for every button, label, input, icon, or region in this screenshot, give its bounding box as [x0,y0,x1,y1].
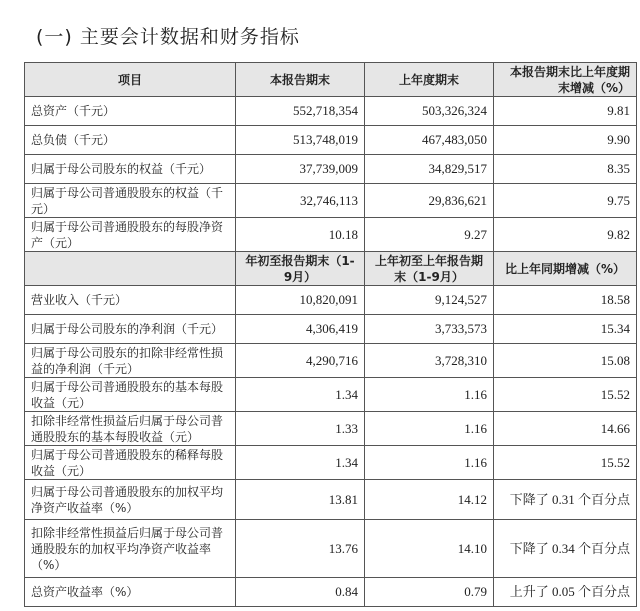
cell-value: 9.27 [365,218,494,252]
table-header-row [25,63,637,97]
table-subheader-row [25,252,637,286]
row-label: 归属于母公司普通股股东的加权平均净资产收益率（%） [25,480,236,520]
cell-value: 0.84 [236,578,365,607]
header-yoy-change: 比上年同期增减（%） [494,252,637,286]
cell-value: 13.76 [236,520,365,578]
table-row [25,480,637,520]
header-change: 本报告期末比上年度期末增减（%） [494,63,637,97]
cell-value: 37,739,009 [236,155,365,184]
cell-value: 1.16 [365,446,494,480]
table-row [25,184,637,218]
table-row [25,446,637,480]
row-label: 总负债（千元） [25,126,236,155]
row-label: 总资产收益率（%） [25,578,236,607]
cell-value: 15.08 [494,344,637,378]
cell-value: 15.34 [494,315,637,344]
table-row [25,286,637,315]
cell-value: 467,483,050 [365,126,494,155]
cell-value: 8.35 [494,155,637,184]
row-label: 营业收入（千元） [25,286,236,315]
cell-value: 1.16 [365,412,494,446]
cell-value: 513,748,019 [236,126,365,155]
table-row [25,155,637,184]
cell-value: 1.33 [236,412,365,446]
cell-value: 3,733,573 [365,315,494,344]
row-label: 归属于母公司股东的扣除非经常性损益的净利润（千元） [25,344,236,378]
row-label: 扣除非经常性损益后归属于母公司普通股股东的基本每股收益（元） [25,412,236,446]
cell-value: 13.81 [236,480,365,520]
table-row [25,578,637,607]
cell-value: 9.82 [494,218,637,252]
cell-value: 9.90 [494,126,637,155]
cell-value: 503,326,324 [365,97,494,126]
cell-value: 1.34 [236,378,365,412]
table-row [25,218,637,252]
cell-value: 下降了 0.34 个百分点 [494,520,637,578]
header-prior-year-end: 上年度期末 [365,63,494,97]
cell-value: 4,290,716 [236,344,365,378]
cell-value: 14.10 [365,520,494,578]
row-label: 归属于母公司普通股股东的稀释每股收益（元） [25,446,236,480]
cell-value: 15.52 [494,446,637,480]
cell-value: 3,728,310 [365,344,494,378]
cell-value: 15.52 [494,378,637,412]
table-row [25,520,637,578]
table-row [25,344,637,378]
header-prior-ytd: 上年初至上年报告期末（1-9月） [365,252,494,286]
row-label: 扣除非经常性损益后归属于母公司普通股股东的加权平均净资产收益率（%） [25,520,236,578]
cell-value: 下降了 0.31 个百分点 [494,480,637,520]
table-row [25,315,637,344]
cell-value: 34,829,517 [365,155,494,184]
cell-value: 32,746,113 [236,184,365,218]
cell-value: 18.58 [494,286,637,315]
cell-value: 上升了 0.05 个百分点 [494,578,637,607]
table-row [25,412,637,446]
header-item: 项目 [25,63,236,97]
cell-value: 9,124,527 [365,286,494,315]
cell-value: 9.75 [494,184,637,218]
cell-value: 29,836,621 [365,184,494,218]
cell-value: 1.34 [236,446,365,480]
table-row [25,126,637,155]
row-label: 归属于母公司普通股股东的每股净资产（元） [25,218,236,252]
row-label: 总资产（千元） [25,97,236,126]
cell-value: 552,718,354 [236,97,365,126]
header-period-end: 本报告期末 [236,63,365,97]
row-label: 归属于母公司股东的净利润（千元） [25,315,236,344]
cell-value: 1.16 [365,378,494,412]
row-label: 归属于母公司普通股股东的权益（千元） [25,184,236,218]
cell-value: 14.66 [494,412,637,446]
cell-value: 9.81 [494,97,637,126]
header-blank [25,252,236,286]
table-row [25,378,637,412]
cell-value: 4,306,419 [236,315,365,344]
table-row [25,97,637,126]
cell-value: 10,820,091 [236,286,365,315]
cell-value: 0.79 [365,578,494,607]
row-label: 归属于母公司股东的权益（千元） [25,155,236,184]
financial-data-table [24,62,637,607]
cell-value: 10.18 [236,218,365,252]
header-ytd: 年初至报告期末（1-9月） [236,252,365,286]
section-title: (一) 主要会计数据和财务指标 [36,26,300,48]
cell-value: 14.12 [365,480,494,520]
row-label: 归属于母公司普通股股东的基本每股收益（元） [25,378,236,412]
